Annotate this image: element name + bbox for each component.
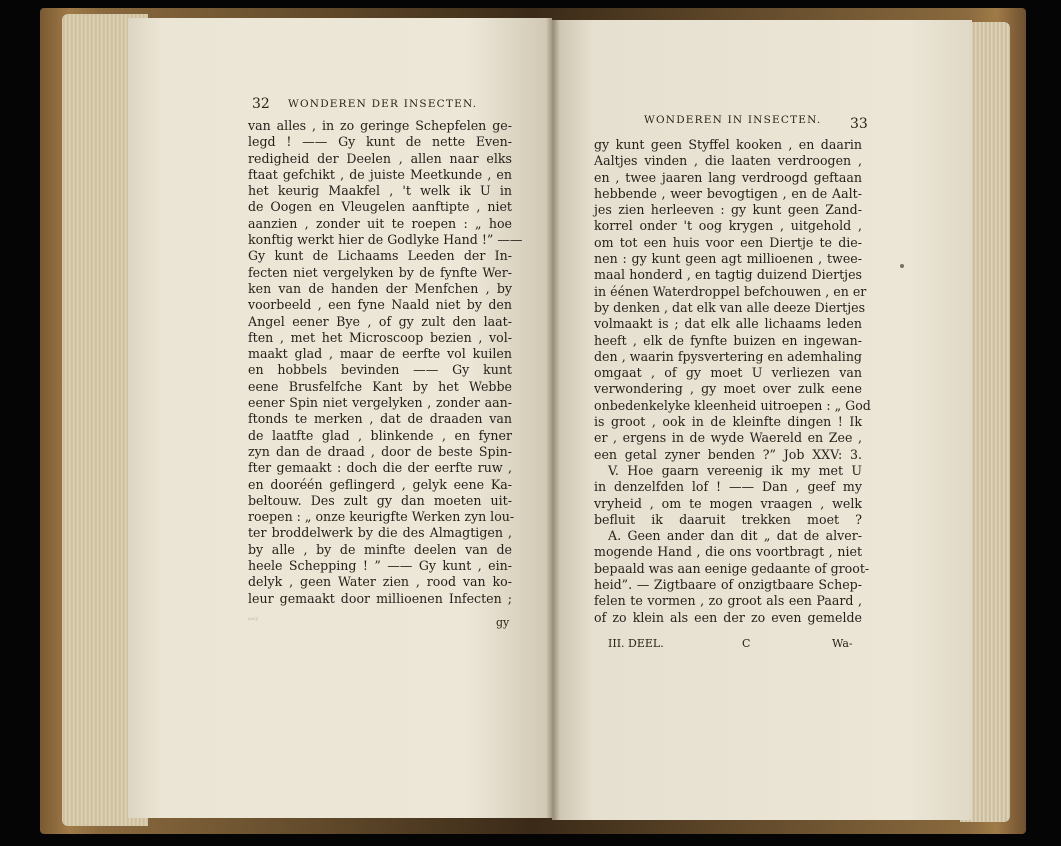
text-line: konftig werkt hier de Godlyke Hand !” ——: [248, 232, 523, 248]
text-line: fter gemaakt : doch die der eerfte ruw ,: [248, 460, 512, 476]
text-line: ken van de handen der Menfchen , by: [248, 280, 512, 296]
text-line: in denzelfden lof ! —— Dan , geef my: [594, 479, 862, 495]
page-spot: [900, 264, 904, 268]
text-line: A. Geen ander dan dit „ dat de alver-: [608, 528, 862, 544]
text-line: er , ergens in de wyde Waereld en Zee ,: [594, 430, 862, 446]
text-line: de Oogen en Vleugelen aanftipte , niet: [248, 199, 512, 215]
text-line: heid”. — Zigtbaare of onzigtbaare Schep-: [594, 577, 862, 593]
text-line: het keurig Maakfel , 't welk ik U in: [248, 183, 512, 199]
text-line: Aaltjes vinden , die laaten verdroogen ,: [594, 153, 862, 169]
text-line: Gy kunt de Lichaams Leeden der In-: [248, 248, 512, 264]
book-gutter: [546, 18, 560, 820]
text-line: mogende Hand , die ons voortbragt , niet: [594, 544, 862, 560]
left-running-head: WONDEREN DER INSECTEN.: [288, 98, 478, 110]
text-line: heeft , elk de fynfte buizen en ingewan-: [594, 332, 862, 348]
text-line: ftaat gefchikt , de juiste Meetkunde , en: [248, 166, 512, 182]
text-line: redigheid der Deelen , allen naar elks: [248, 150, 512, 166]
right-running-head: WONDEREN IN INSECTEN.: [644, 114, 822, 126]
gathering-mark: C: [742, 637, 751, 650]
text-line: befluit ik daaruit trekken moet ?: [594, 511, 862, 527]
text-line: om tot een huis voor een Diertje te die-: [594, 234, 862, 250]
text-line: heele Schepping ! ” —— Gy kunt , ein-: [248, 558, 512, 574]
text-line: by denken , dat elk van alle deeze Diertjes: [594, 299, 866, 315]
text-line: is groot , ook in de kleinfte dingen ! Ik: [594, 414, 862, 430]
text-line: korrel onder 't oog krygen , uitgehold ,: [594, 218, 862, 234]
right-page: [552, 20, 972, 820]
show-through-mark: ᵃᵃʸ: [248, 616, 259, 626]
text-line: V. Hoe gaarn vereenig ik my met U: [608, 462, 862, 478]
left-page-number: 32: [252, 96, 270, 112]
text-line: jes zien herleeven : gy kunt geen Zand-: [594, 202, 862, 218]
text-line: beltouw. Des zult gy dan moeten uit-: [248, 492, 512, 508]
text-line: fecten niet vergelyken by de fynfte Wer-: [248, 264, 512, 280]
text-line: de laatfte glad , blinkende , en fyner: [248, 427, 512, 443]
text-line: en dooréén geflingerd , gelyk eene Ka-: [248, 476, 512, 492]
text-line: een getal zyner benden ?” Job XXV: 3.: [594, 446, 862, 462]
text-line: nen : gy kunt geen agt millioenen , twee-: [594, 251, 862, 267]
text-line: leur gemaakt door millioenen Infecten ;: [248, 590, 512, 606]
text-line: roepen : „ onze keurigfte Werken zyn lou-: [248, 509, 515, 525]
text-line: felen te vormen , zo groot als een Paard ,: [594, 593, 862, 609]
signature-line: III. DEEL.: [608, 637, 664, 650]
text-line: eener Spin niet vergelyken , zonder aan-: [248, 395, 512, 411]
right-body-text: [594, 137, 871, 626]
text-line: of zo klein als een der zo even gemelde: [594, 609, 862, 625]
right-catchword: Wa-: [832, 637, 853, 650]
text-line: aanzien , zonder uit te roepen : „ hoe: [248, 215, 512, 231]
text-line: verwondering , gy moet over zulk eene: [594, 381, 862, 397]
left-body-text: [248, 118, 523, 607]
text-line: by alle , by de minfte deelen van de: [248, 541, 512, 557]
text-line: eene Brusfelfche Kant by het Webbe: [248, 378, 512, 394]
text-line: in éénen Waterdroppel befchouwen , en er: [594, 283, 867, 299]
text-line: volmaakt is ; dat elk alle lichaams leden: [594, 316, 862, 332]
text-line: ter broddelwerk by die des Almagtigen ,: [248, 525, 512, 541]
left-catchword: gy: [496, 616, 510, 629]
text-line: vryheid , om te mogen vraagen , welk: [594, 495, 862, 511]
text-line: den , waarin fpysvertering en ademhaling: [594, 348, 862, 364]
text-line: voorbeeld , een fyne Naald niet by den: [248, 297, 512, 313]
text-line: legd ! —— Gy kunt de nette Even-: [248, 134, 512, 150]
right-page-number: 33: [850, 116, 868, 132]
text-line: maakt glad , maar de eerfte vol kuilen: [248, 346, 512, 362]
text-line: onbedenkelyke kleenheid uitroepen : „ God: [594, 397, 871, 413]
text-line: en hobbels bevinden —— Gy kunt: [248, 362, 512, 378]
text-line: ften , met het Microscoop bezien , vol-: [248, 329, 512, 345]
text-line: van alles , in zo geringe Schepfelen ge-: [248, 118, 512, 133]
text-line: en , twee jaaren lang verdroogd geftaan: [594, 169, 862, 185]
text-line: omgaat , of gy moet U verliezen van: [594, 365, 862, 381]
text-line: ftonds te merken , dat de draaden van: [248, 411, 512, 427]
text-line: gy kunt geen Styffel kooken , en daarin: [594, 137, 862, 152]
text-line: bepaald was aan eenige gedaante of groot-: [594, 560, 870, 576]
text-line: hebbende , weer bevogtigen , en de Aalt-: [594, 185, 862, 201]
text-line: maal honderd , en tagtig duizend Diertjes: [594, 267, 862, 283]
text-line: zyn dan de draad , door de beste Spin-: [248, 443, 512, 459]
text-line: delyk , geen Water zien , rood van ko-: [248, 574, 512, 590]
left-page: [128, 18, 552, 818]
text-line: Angel eener Bye , of gy zult den laat-: [248, 313, 512, 329]
